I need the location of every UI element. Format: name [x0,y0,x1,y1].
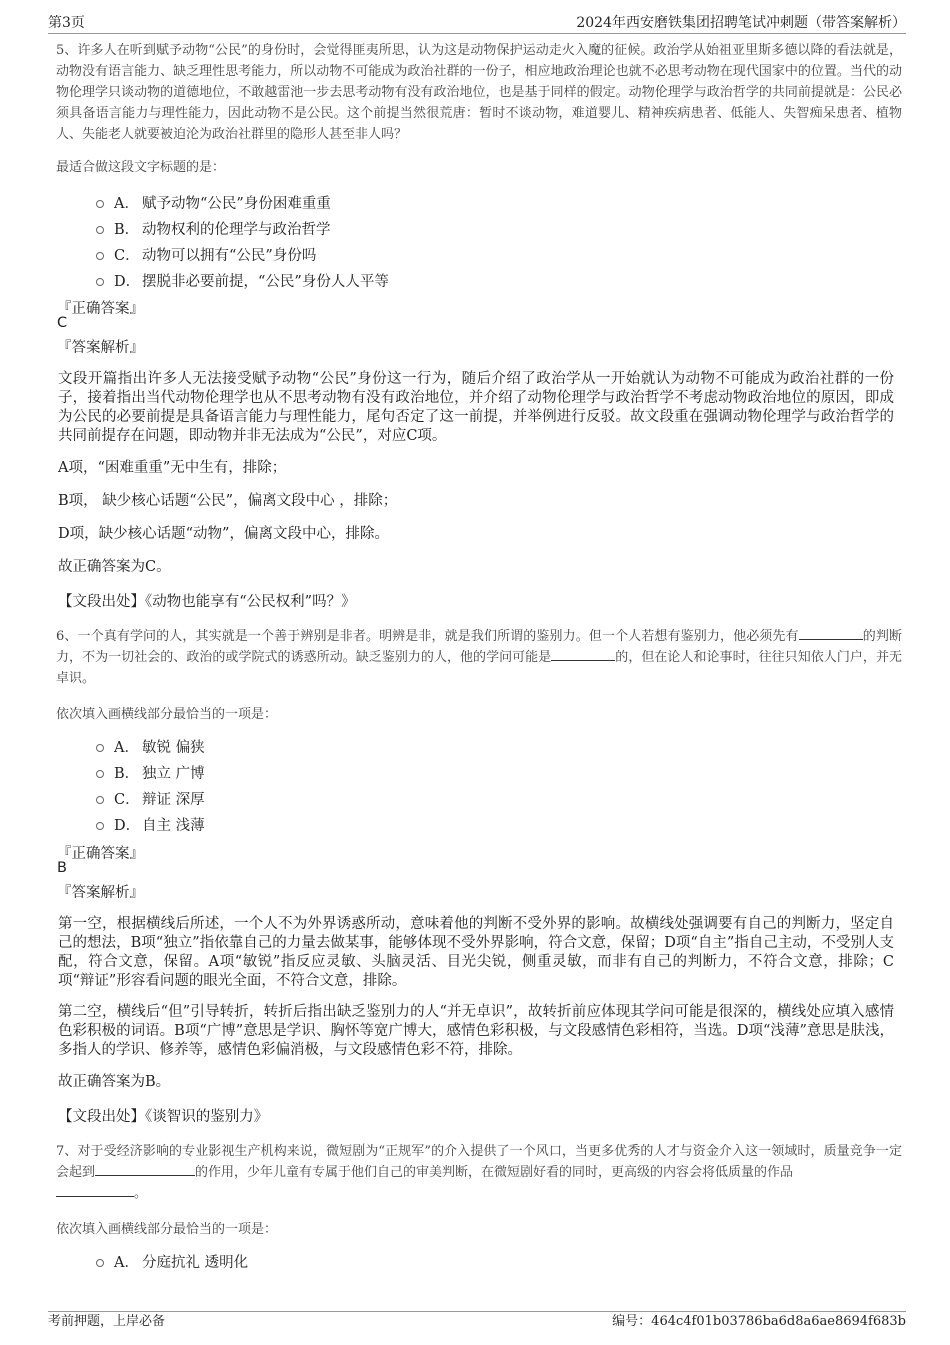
option-a[interactable]: A． 敏锐 偏狭 [96,733,205,759]
analysis-label: 『答案解析』 [57,885,144,901]
option-a[interactable]: A． 分庭抗礼 透明化 [96,1248,248,1274]
option-b[interactable]: B． 独立 广博 [96,759,205,785]
radio-icon[interactable] [96,770,104,778]
analysis-paragraph: 第一空，根据横线后所述，一个人不为外界诱惑所动，意味着他的判断不受外界的影响。故横线处强调要有自己的判断力，坚定自己的想法，B项“独立”指依靠自己的力量去做某事，能够体现不受外界影响，符合文意，保留；D项“自主”指自己主动，不受别人支配，符合文意，保留。A项“敏锐”指反应灵敏、头脑灵活、目光尖锐，侧重灵敏，而非有自己的判断力，不符合文意，排除；C项“辩证”形容看问题的眼光全面，不符合文意，排除。 [58,916,894,989]
option-c[interactable]: C． 辩证 深厚 [96,785,205,811]
correct-answer: C [57,315,68,331]
question-7-prompt: 依次填入画横线部分最恰当的一项是： [56,1222,278,1237]
option-a[interactable]: A． 赋予动物“公民”身份困难重重 [96,189,389,215]
fill-blank [56,1184,134,1197]
question-7-text: 7、对于受经济影响的专业影视生产机构来说，微短剧为“正规军”的介入提供了一个风口，当更多优秀的人才与资金介入这一领域时，质量竞争一定会起到 的作用，少年儿童有专属于他们自己的审美判断，在微短剧好看的同时，更高级的内容会将低质量的作品 。 [56,1144,902,1201]
answer-label: 『正确答案』 [57,846,144,862]
fill-blank [799,627,863,640]
analysis-paragraph: 故正确答案为C。 [58,559,171,575]
radio-icon[interactable] [96,744,104,752]
analysis-paragraph: 故正确答案为B。 [58,1074,171,1090]
radio-icon[interactable] [96,796,104,804]
radio-icon[interactable] [96,200,104,208]
analysis-paragraph: D项，缺少核心话题“动物”，偏离文段中心，排除。 [58,526,389,542]
document-id: 编号：464c4f01b03786ba6d8a6ae8694f683b [612,1314,906,1329]
analysis-paragraph: 第二空，横线后“但”引导转折，转折后指出缺乏鉴别力的人“并无卓识”，故转折前应体现其学问可能是很深的，横线处应填入感情色彩积极的词语。B项“广博”意思是学识、胸怀等宽广博大，感情色彩积极，与文段感情色彩相符，当选。D项“浅薄”意思是肤浅，多指人的学识、修养等，感情色彩偏消极，与文段感情色彩不符，排除。 [58,1004,894,1058]
fill-blank [551,648,615,661]
radio-icon[interactable] [96,252,104,260]
question-5-options [96,189,389,293]
radio-icon[interactable] [96,822,104,830]
question-6-prompt: 依次填入画横线部分最恰当的一项是： [56,707,278,722]
radio-icon[interactable] [96,278,104,286]
radio-icon[interactable] [96,226,104,234]
option-c[interactable]: C． 动物可以拥有“公民”身份吗 [96,241,389,267]
question-5-text: 5、许多人在听到赋予动物“公民”的身份时，会觉得匪夷所思，认为这是动物保护运动走火入魔的征候。政治学从始祖亚里斯多德以降的看法就是，动物没有语言能力、缺乏理性思考能力，所以动物不可能成为政治社群的一份子，相应地政治理论也就不必思考动物在现代国家中的位置。当代的动物伦理学只谈动物的道德地位，不敢越雷池一步去思考动物有没有政治地位，也是基于同样的假定。动物伦理学与政治哲学的共同前提就是：公民必须具备语言能力与理性能力，因此动物不是公民。这个前提当然很荒唐：暂时不谈动物，难道婴儿、精神疾病患者、低能人、失智痴呆患者、植物人、失能老人就要被迫沦为政治社群里的隐形人甚至非人吗？ [56,43,902,142]
header-divider [48,33,906,34]
fill-blank [95,1163,195,1176]
footer-slogan: 考前押题，上岸必备 [48,1314,166,1329]
option-d[interactable]: D． 摆脱非必要前提，“公民”身份人人平等 [96,267,389,293]
source-citation: 【文段出处】《动物也能享有“公民权利”吗？》 [58,594,356,610]
page-number: 第3页 [48,15,85,31]
radio-icon[interactable] [96,1259,104,1267]
option-b[interactable]: B． 动物权利的伦理学与政治哲学 [96,215,389,241]
question-7-options [96,1248,248,1274]
question-6-options [96,733,205,837]
answer-label: 『正确答案』 [57,301,144,317]
option-d[interactable]: D． 自主 浅薄 [96,811,205,837]
question-6-text: 6、一个真有学问的人，其实就是一个善于辨别是非者。明辨是非，就是我们所谓的鉴别力。但一个人若想有鉴别力，他必须先有 的判断力，不为一切社会的、政治的或学院式的诱惑所动。缺乏鉴别力的人，他的学问可能是 的，但在论人和论事时，往往只知依人门户，并无卓识。 [56,629,902,686]
document-title: 2024年西安磨铁集团招聘笔试冲刺题（带答案解析） [576,15,906,31]
analysis-label: 『答案解析』 [57,340,144,356]
question-5-prompt: 最适合做这段文字标题的是： [56,160,226,175]
analysis-paragraph: A项，“困难重重”无中生有，排除； [58,460,287,476]
analysis-paragraph: B项， 缺少核心话题“公民”，偏离文段中心 ，排除； [58,493,398,509]
source-citation: 【文段出处】《谈智识的鉴别力》 [58,1109,269,1125]
correct-answer: B [57,860,67,876]
analysis-paragraph: 文段开篇指出许多人无法接受赋予动物“公民”身份这一行为，随后介绍了政治学从一开始就认为动物不可能成为政治社群的一份子，接着指出当代动物伦理学也从不思考动物有没有政治地位，并介绍了动物伦理学与政治哲学不考虑动物政治地位的原因，即成为公民的必要前提是具备语言能力与理性能力，尾句否定了这一前提，并举例进行反驳。故文段重在强调动物伦理学与政治哲学的共同前提存在问题，即动物并非无法成为“公民”，对应C项。 [58,371,894,444]
